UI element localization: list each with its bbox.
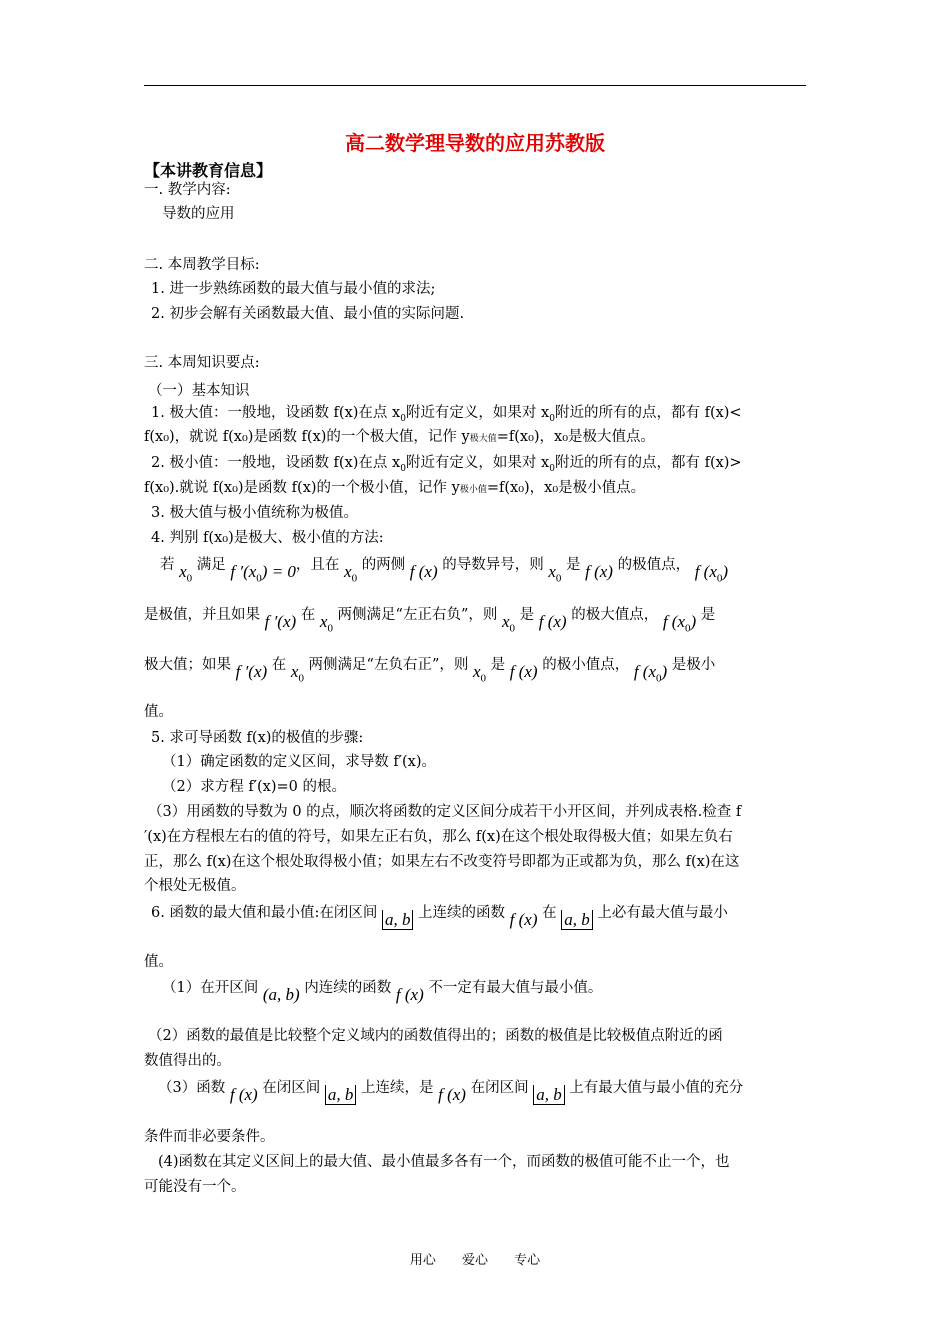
knowledge-6-4-b: 可能没有一个。 [144, 1179, 246, 1195]
knowledge-6-4-a: (4)函数在其定义区间上的最大值、最小值最多各有一个，而函数的极值可能不止一个，也 [158, 1154, 730, 1170]
s1-heading: 一. 教学内容: [144, 182, 231, 198]
s2-heading: 二. 本周教学目标: [144, 257, 260, 273]
s2-item-1: 1. 进一步熟练函数的最大值与最小值的求法; [151, 281, 436, 297]
knowledge-5-step-2: （2）求方程 f′(x)=0 的根。 [162, 779, 346, 795]
knowledge-6-1: （1）在开区间 (a, b) 内连续的函数 f (x) 不一定有最大值与最小值。 [162, 980, 603, 1004]
page-footer: 用心 爱心 专心 [409, 1253, 541, 1268]
knowledge-6-end: 值。 [144, 954, 173, 970]
knowledge-5: 5. 求可导函数 f(x)的极值的步骤: [151, 730, 364, 746]
knowledge-6: 6. 函数的最大值和最小值:在闭区间 a, b 上连续的函数 f (x) 在 a, b 上必有最大值与最小 [151, 905, 728, 929]
knowledge-5-step-3-a: （3）用函数的导数为 0 的点，顺次将函数的定义区间分成若干小开区间，并列成表格.检查 f [148, 804, 742, 820]
method-line-2: 是极值，并且如果 f ′(x) 在 $x_0$ 两侧满足“左正右负”，则 $x_0$ 是 f (x) 的极大值点， f $(x_0)$ 是 [144, 607, 716, 635]
section-header: 【本讲教育信息】 [144, 161, 273, 180]
knowledge-6-2-a: （2）函数的最值是比较整个定义域内的函数值得出的；函数的极值是比较极值点附近的函 [148, 1028, 723, 1044]
knowledge-6-3: （3）函数 f (x) 在闭区间 a, b 上连续，是 f (x) 在闭区间 a, b 上有最大值与最小值的充分 [158, 1080, 744, 1104]
knowledge-6-2-b: 数值得出的。 [144, 1053, 231, 1069]
page-title: 高二数学理导数的应用苏教版 [345, 131, 605, 155]
s2-item-2: 2. 初步会解有关函数最大值、最小值的实际问题. [151, 306, 465, 322]
s3-heading: 三. 本周知识要点: [144, 355, 260, 371]
knowledge-2-line-2: f(x₀).就说 f(x₀)是函数 f(x)的一个极小值，记作 y极小值=f(x₀)，x₀是极小值点。 [144, 480, 646, 496]
knowledge-5-step-3-b: ′(x)在方程根左右的值的符号，如果左正右负，那么 f(x)在这个根处取得极大值；如果左负右 [144, 829, 733, 845]
knowledge-1-line-1: 1. 极大值：一般地，设函数 f(x)在点 $x_0$附近有定义，如果对 $x_0$附近的所有的点，都有 f(x)< [151, 405, 742, 424]
method-line-4: 值。 [144, 704, 173, 720]
knowledge-3: 3. 极大值与极小值统称为极值。 [151, 505, 358, 521]
header-rule [144, 85, 806, 86]
method-line-1: 若 $x_0$ 满足 f $'(x_0) = 0$，且在 $x_0$ 的两侧 f (x) 的导数异号，则 $x_0$ 是 f (x) 的极值点， f $(x_0)$ [160, 557, 729, 585]
knowledge-5-step-1: （1）确定函数的定义区间，求导数 f′(x)。 [162, 754, 436, 770]
knowledge-2-line-1: 2. 极小值：一般地，设函数 f(x)在点 $x_0$附近有定义，如果对 $x_0$附近的所有的点，都有 f(x)> [151, 455, 742, 474]
s3-sub1: （一）基本知识 [148, 383, 250, 399]
knowledge-5-step-3-d: 个根处无极值。 [144, 878, 246, 894]
knowledge-5-step-3-c: 正，那么 f(x)在这个根处取得极小值；如果左右不改变符号即都为正或都为负，那么 f(x)在这 [144, 854, 740, 870]
knowledge-4: 4. 判别 f(x₀)是极大、极小值的方法: [151, 530, 384, 546]
s1-body: 导数的应用 [162, 206, 235, 222]
knowledge-1-line-2: f(x₀)，就说 f(x₀)是函数 f(x)的一个极大值，记作 y极大值=f(x₀)，x₀是极大值点。 [144, 429, 656, 445]
knowledge-6-3-end: 条件而非必要条件。 [144, 1129, 275, 1145]
method-line-3: 极大值；如果 f ′(x) 在 $x_0$ 两侧满足“左负右正”，则 $x_0$ 是 f (x) 的极小值点， f $(x_0)$ 是极小 [144, 657, 716, 685]
